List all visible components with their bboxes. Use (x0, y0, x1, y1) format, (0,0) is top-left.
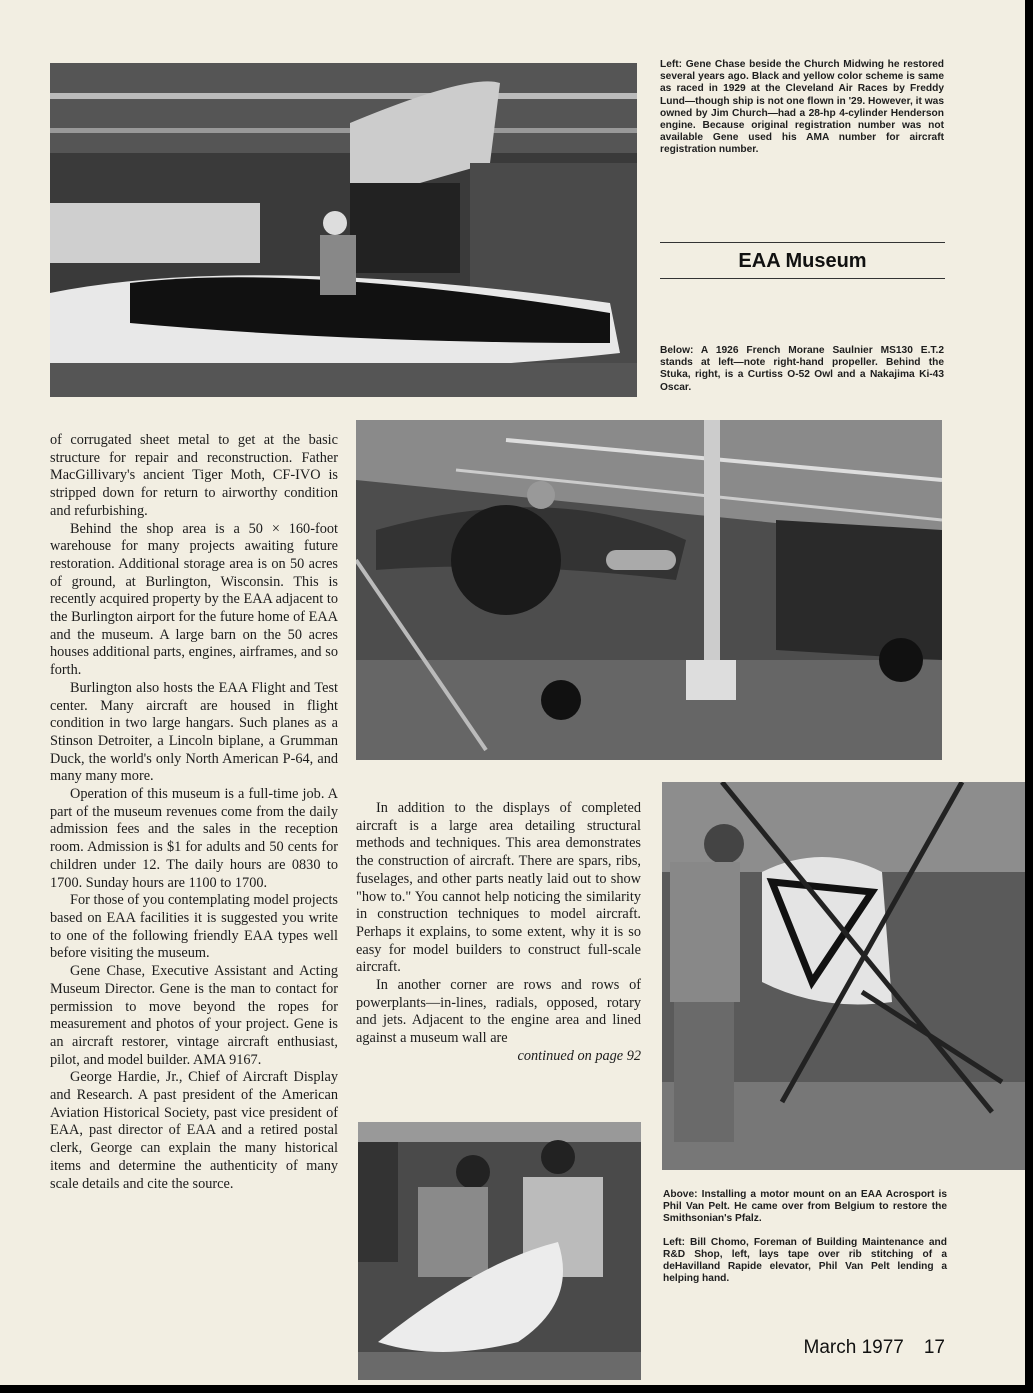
page-number: 17 (923, 1337, 945, 1358)
issue-date: March 1977 (803, 1337, 904, 1358)
photo-church-midwing (50, 63, 637, 397)
continued-note: continued on page 92 (517, 1047, 641, 1064)
caption-text: Left: Gene Chase beside the Church Midwing he restored several years ago. Black and yellow color scheme is same as raced in 1929 at the Cleveland Air Races by Freddy Lund—though ship is not one flown in '29. However, it was owned by Jim Church—had a 28-hp 4-cylinder Henderson engine. Because original registration number was not available Gene used his AMA number for aircraft registration number. (660, 59, 944, 156)
paragraph: George Hardie, Jr., Chief of Aircraft Display and Research. A past president of the American Aviation Historical Society, past vice president of EAA, past director of EAA and a retired postal clerk, George can explain the many historical items and determine the authenticity of many scale details and cite the source. (50, 1069, 338, 1192)
caption-church-midwing (660, 59, 944, 168)
caption-text: Left: Bill Chomo, Foreman of Building Maintenance and R&D Shop, left, lays tape over rib stitching of a deHavilland Rapide elevator, Phil Van Pelt lending a helping hand. (663, 1236, 947, 1285)
paragraph: Operation of this museum is a full-time job. A part of the museum revenues come from the daily admission fees and the sales in the reception room. Admission is $1 for adults and 50 cents for children under 12. The daily hours are 0830 to 1700. Sunday hours are 1100 to 1700. (50, 786, 338, 891)
caption-text: Above: Installing a motor mount on an EAA Acrosport is Phil Van Pelt. He came over from Belgium to restore the Smithsonian's Pfalz. (663, 1189, 947, 1225)
middle-text-column (356, 800, 641, 1066)
section-title: EAA Museum (738, 250, 867, 272)
paragraph: Behind the shop area is a 50 × 160-foot warehouse for many projects awaiting future restoration. Additional storage area is on 50 acres of ground, at Burlington, Wisconsin. This is recently acquired property by the EAA adjacent to the Burlington airport for the future home of EAA and the museum. A large barn on the 50 acres houses additional parts, engines, airframes, and so forth. (50, 520, 338, 679)
section-rule-top (660, 242, 945, 243)
paragraph: In addition to the displays of completed aircraft is a large area detailing structural methods and techniques. This area demonstrates the construction of aircraft. There are spars, ribs, fuselages, and other parts neatly laid out to show "how to." You cannot help noticing the similarity in construction techniques to model aircraft. Perhaps it explains, to some extent, why it is so easy for model builders to construct full-scale aircraft. (356, 800, 641, 976)
photo-rib-stitching (358, 1122, 641, 1380)
photo-motor-mount (662, 782, 1025, 1170)
paragraph: Burlington also hosts the EAA Flight and Test center. Many aircraft are housed in flight condition in two large hangars. Such planes as a Stinson Detroiter, a Lincoln biplane, a Grumman Duck, the world's only North American P-64, and many many more. (50, 679, 338, 785)
caption-motor-mount-and-shop (663, 1189, 947, 1296)
caption-text: Below: A 1926 French Morane Saulnier MS130 E.T.2 stands at left—note right-hand propeller. Behind the Stuka, right, is a Curtiss O-52 Owl and a Nakajima Ki-43 Oscar. (660, 345, 944, 393)
left-text-column (50, 432, 338, 1193)
paragraph: Gene Chase, Executive Assistant and Acting Museum Director. Gene is the man to contact for permission to move beyond the ropes for measurement and photos of your project. Gene is an aircraft restorer, vintage aircraft enthusiast, pilot, and model builder. AMA 9167. (50, 963, 338, 1068)
paragraph: of corrugated sheet metal to get at the basic structure for repair and reconstruction. Father MacGillivary's ancient Tiger Moth, CF-IVO is stripped down for return to airworthy condition and refurbishing. (50, 432, 338, 519)
paragraph: For those of you contemplating model projects based on EAA facilities it is suggested you write to one of the following friendly EAA types well before visiting the museum. (50, 892, 338, 962)
paragraph: In another corner are rows and rows of powerplants—in-lines, radials, opposed, rotary and jets. Adjacent to the engine area and lined against a museum wall are (356, 977, 641, 1047)
caption-morane-saulnier (660, 345, 944, 405)
section-rule-bottom (660, 278, 945, 279)
page-footer (804, 1337, 945, 1359)
photo-museum-hangar (356, 420, 942, 760)
